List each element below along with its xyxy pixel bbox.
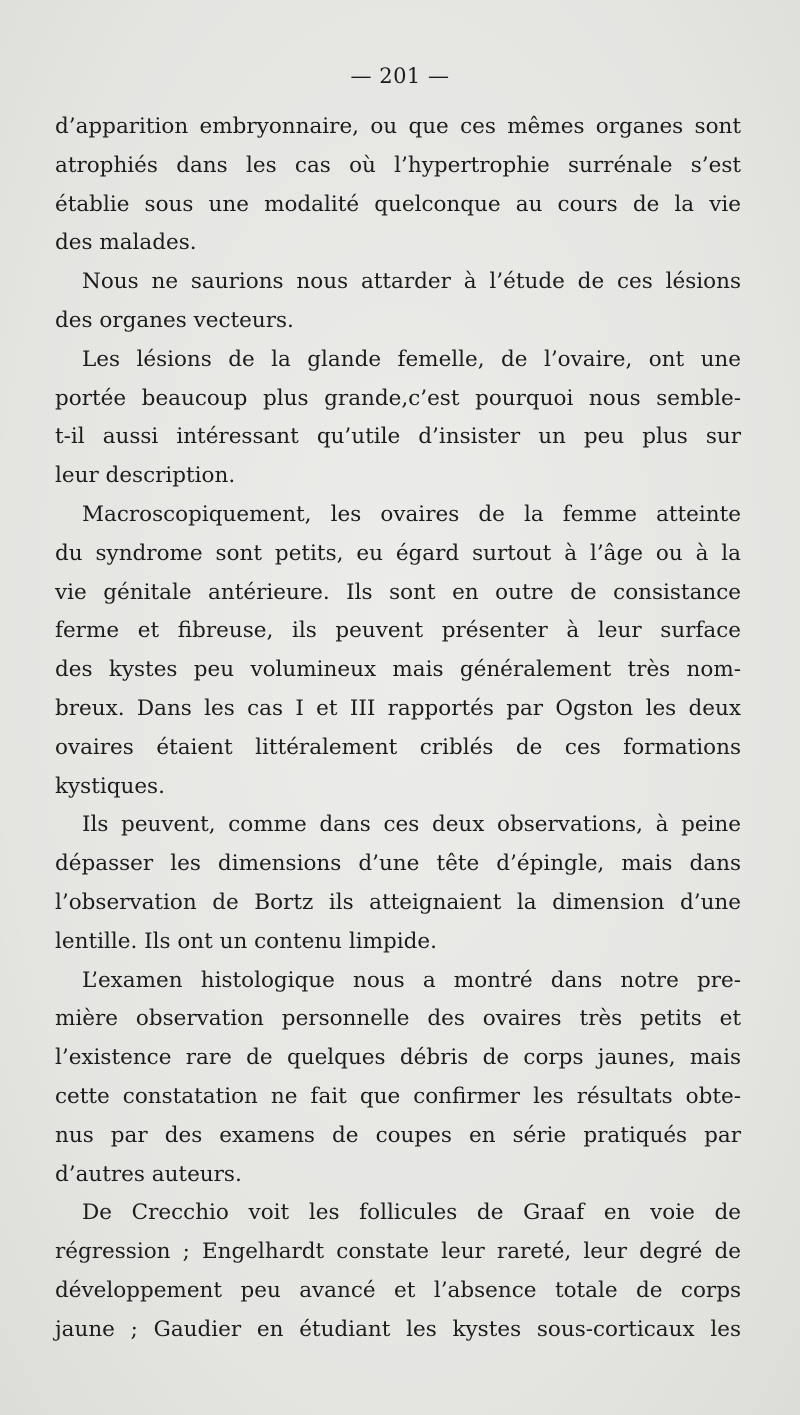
text-line: régression ; Engelhardt constate leur rareté, leur degré de [55, 1239, 741, 1265]
text-line: l’observation de Bortz ils atteignaient la dimension d’une [55, 889, 741, 915]
text-line: leur description. [55, 463, 236, 489]
text-line: du syndrome sont petits, eu égard surtout à l’âge ou à la [55, 540, 741, 566]
text-line: d’apparition embryonnaire, ou que ces mêmes organes sont [55, 114, 741, 139]
text-line: des malades. [55, 230, 197, 256]
text-line: mière observation personnelle des ovaires très petits et [55, 1006, 741, 1032]
text-line: dépasser les dimensions d’une tête d’épingle, mais dans [55, 851, 741, 877]
text-line: L’examen histologique nous a montré dans notre pre- [82, 967, 741, 993]
text-line: ovaires étaient littéralement criblés de ces formations [55, 734, 741, 760]
text-line: Nous ne saurions nous attarder à l’étude de ces lésions [82, 269, 741, 295]
text-line: des kystes peu volumineux mais généralement très nom- [55, 657, 741, 683]
page-number: — 201 — [350, 64, 450, 88]
text-line: kystiques. [55, 773, 165, 799]
text-line: lentille. Ils ont un contenu limpide. [55, 928, 437, 954]
body-text [55, 108, 741, 1350]
text-line: portée beaucoup plus grande,c’est pourquoi nous semble- [55, 385, 741, 411]
text-line: ferme et fibreuse, ils peuvent présenter à leur surface [55, 618, 741, 644]
text-line: atrophiés dans les cas où l’hypertrophie surrénale s’est [55, 152, 741, 178]
text-line: établie sous une modalité quelconque au cours de la vie [55, 191, 741, 217]
text-line: l’existence rare de quelques débris de corps jaunes, mais [55, 1045, 741, 1071]
text-line: jaune ; Gaudier en étudiant les kystes sous-corticaux les [55, 1316, 741, 1342]
text-line: cette constatation ne fait que confirmer les résultats obte- [55, 1083, 741, 1109]
text-line: vie génitale antérieure. Ils sont en outre de consistance [55, 579, 741, 605]
text-line: Les lésions de la glande femelle, de l’ovaire, ont une [82, 346, 741, 372]
text-line: breux. Dans les cas I et III rapportés par Ogston les deux [55, 695, 741, 721]
text-line: développement peu avancé et l’absence totale de corps [55, 1277, 741, 1303]
text-line: Macroscopiquement, les ovaires de la femme atteinte [82, 501, 741, 527]
text-line: t-il aussi intéressant qu’utile d’insister un peu plus sur [55, 424, 741, 450]
text-line: Ils peuvent, comme dans ces deux observations, à peine [82, 812, 741, 838]
text-line: nus par des examens de coupes en série pratiqués par [55, 1122, 741, 1148]
text-line: d’autres auteurs. [55, 1161, 242, 1187]
text-line: De Crecchio voit les follicules de Graaf en voie de [82, 1200, 741, 1226]
text-line: des organes vecteurs. [55, 307, 294, 333]
